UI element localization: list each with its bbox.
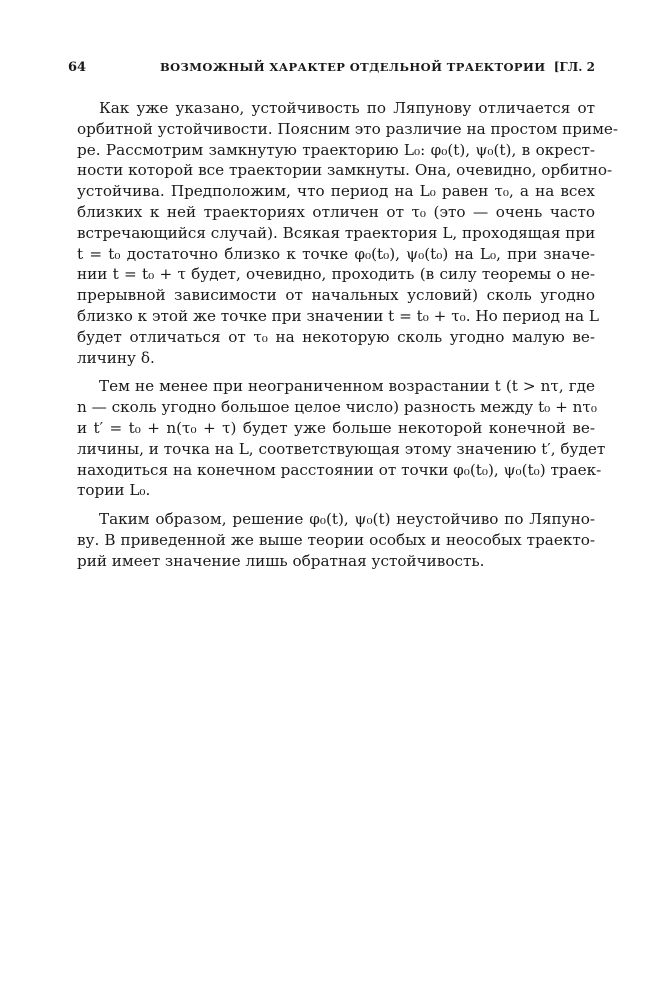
paragraph: [77, 98, 619, 368]
text-line: находиться на конечном расстоянии от точки φ₀(t₀), ψ₀(t₀) траек-: [77, 460, 602, 479]
text-line: близких к ней траекториях отличен от τ₀ (это — очень часто: [77, 202, 595, 221]
page-header: [68, 60, 595, 80]
text-line: встречающийся случай). Всякая траектория L, проходящая при: [77, 223, 596, 242]
text-line: устойчива. Предположим, что период на L₀ равен τ₀, а на всех: [77, 182, 595, 201]
page-number: 64: [68, 60, 87, 75]
paragraph: [77, 376, 606, 501]
body-text: [77, 98, 619, 572]
text-line: Как уже указано, устойчивость по Ляпунову отличается от: [99, 99, 595, 117]
text-line: близко к этой же точке при значении t = t₀ + τ₀. Но период на L: [77, 306, 599, 325]
text-line: ности которой все траектории замкнуты. Она, очевидно, орбитно-: [77, 161, 613, 180]
text-line: прерывной зависимости от начальных условий) сколь угодно: [77, 286, 595, 305]
text-line: нии t = t₀ + τ будет, очевидно, проходить (в силу теоремы о не-: [77, 265, 595, 284]
text-line: будет отличаться от τ₀ на некоторую сколь угодно малую ве-: [77, 327, 595, 346]
text-line: ре. Рассмотрим замкнутую траекторию L₀: φ₀(t), ψ₀(t), в окрест-: [77, 140, 595, 159]
text-line: t = t₀ достаточно близко к точке φ₀(t₀), ψ₀(t₀) на L₀, при значе-: [77, 244, 595, 263]
text-line: Тем не менее при неограниченном возрастании t (t > nτ, где: [99, 377, 595, 396]
text-line: рий имеет значение лишь обратная устойчивость.: [77, 551, 485, 570]
text-line: тории L₀.: [77, 481, 151, 500]
chapter-reference: [ГЛ. 2: [553, 60, 595, 74]
text-line: Таким образом, решение φ₀(t), ψ₀(t) неустойчиво по Ляпуно-: [99, 510, 595, 529]
text-line: орбитной устойчивости. Поясним это различие на простом приме-: [77, 119, 619, 138]
text-line: n — сколь угодно большое целое число) разность между t₀ + nτ₀: [77, 398, 597, 417]
paragraph: [77, 509, 595, 571]
text-line: личину δ.: [77, 348, 155, 367]
text-line: личины, и точка на L, соответствующая этому значению t′, будет: [77, 439, 606, 458]
running-title: ВОЗМОЖНЫЙ ХАРАКТЕР ОТДЕЛЬНОЙ ТРАЕКТОРИИ: [160, 60, 546, 74]
text-line: и t′ = t₀ + n(τ₀ + τ) будет уже больше некоторой конечной ве-: [77, 418, 595, 437]
text-line: ву. В приведенной же выше теории особых и неособых траекто-: [77, 530, 595, 549]
